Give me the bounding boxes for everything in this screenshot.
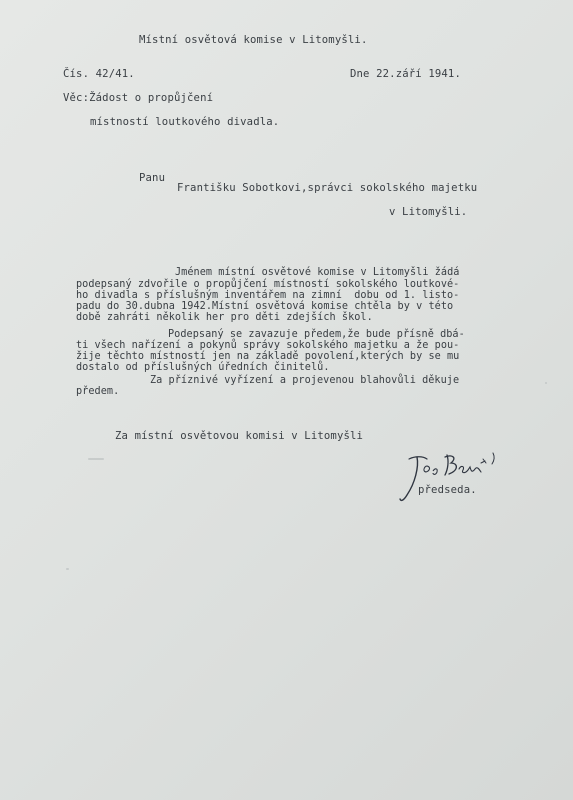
body-line: Jménem místní osvětové komise v Litomyšli žádá <box>175 267 460 278</box>
body-line: Podepsaný se zavazuje předem,že bude přísně dbá- <box>168 329 465 340</box>
salutation: Panu <box>139 172 166 184</box>
subject-line: Věc:Žádost o propůjčení <box>63 92 214 104</box>
subject-line-continued: místností loutkového divadla. <box>90 116 280 128</box>
body-line: dostalo od příslušných úředních činitelů. <box>76 362 330 373</box>
body-line: podepsaný zdvořile o propůjčení místností sokolského loutkové- <box>76 279 460 290</box>
body-line: padu do 30.dubna 1942.Místní osvětová komise chtěla by v této <box>76 301 454 312</box>
body-line: Za příznivé vyřízení a projevenou blahovůli děkuje <box>150 375 460 386</box>
recipient-place: v Litomyšli. <box>389 206 468 218</box>
paper-speck <box>545 382 547 384</box>
paper-speck <box>66 568 69 570</box>
body-line: ho divadla s příslušným inventářem na zimní dobu od 1. listo- <box>76 290 460 301</box>
body-line: žije těchto místností jen na základě povolení,kterých by se mu <box>76 351 460 362</box>
body-line: předem. <box>76 386 120 397</box>
letter-date: Dne 22.září 1941. <box>350 68 461 80</box>
closing-line: Za místní osvětovou komisi v Litomyšli <box>115 430 364 442</box>
paper-speck <box>88 458 104 460</box>
reference-number: Čís. 42/41. <box>63 68 135 80</box>
letter-header: Místní osvětová komise v Litomyšli. <box>139 34 368 46</box>
body-line: době zahráti několik her pro děti zdejších škol. <box>76 312 373 323</box>
handwritten-signature <box>395 449 505 507</box>
body-line: ti všech nařízení a pokynů správy sokolského majetku a že pou- <box>76 340 460 351</box>
signatory-role: předseda. <box>418 484 477 496</box>
recipient-name: Františku Sobotkovi,správci sokolského majetku <box>177 182 478 194</box>
